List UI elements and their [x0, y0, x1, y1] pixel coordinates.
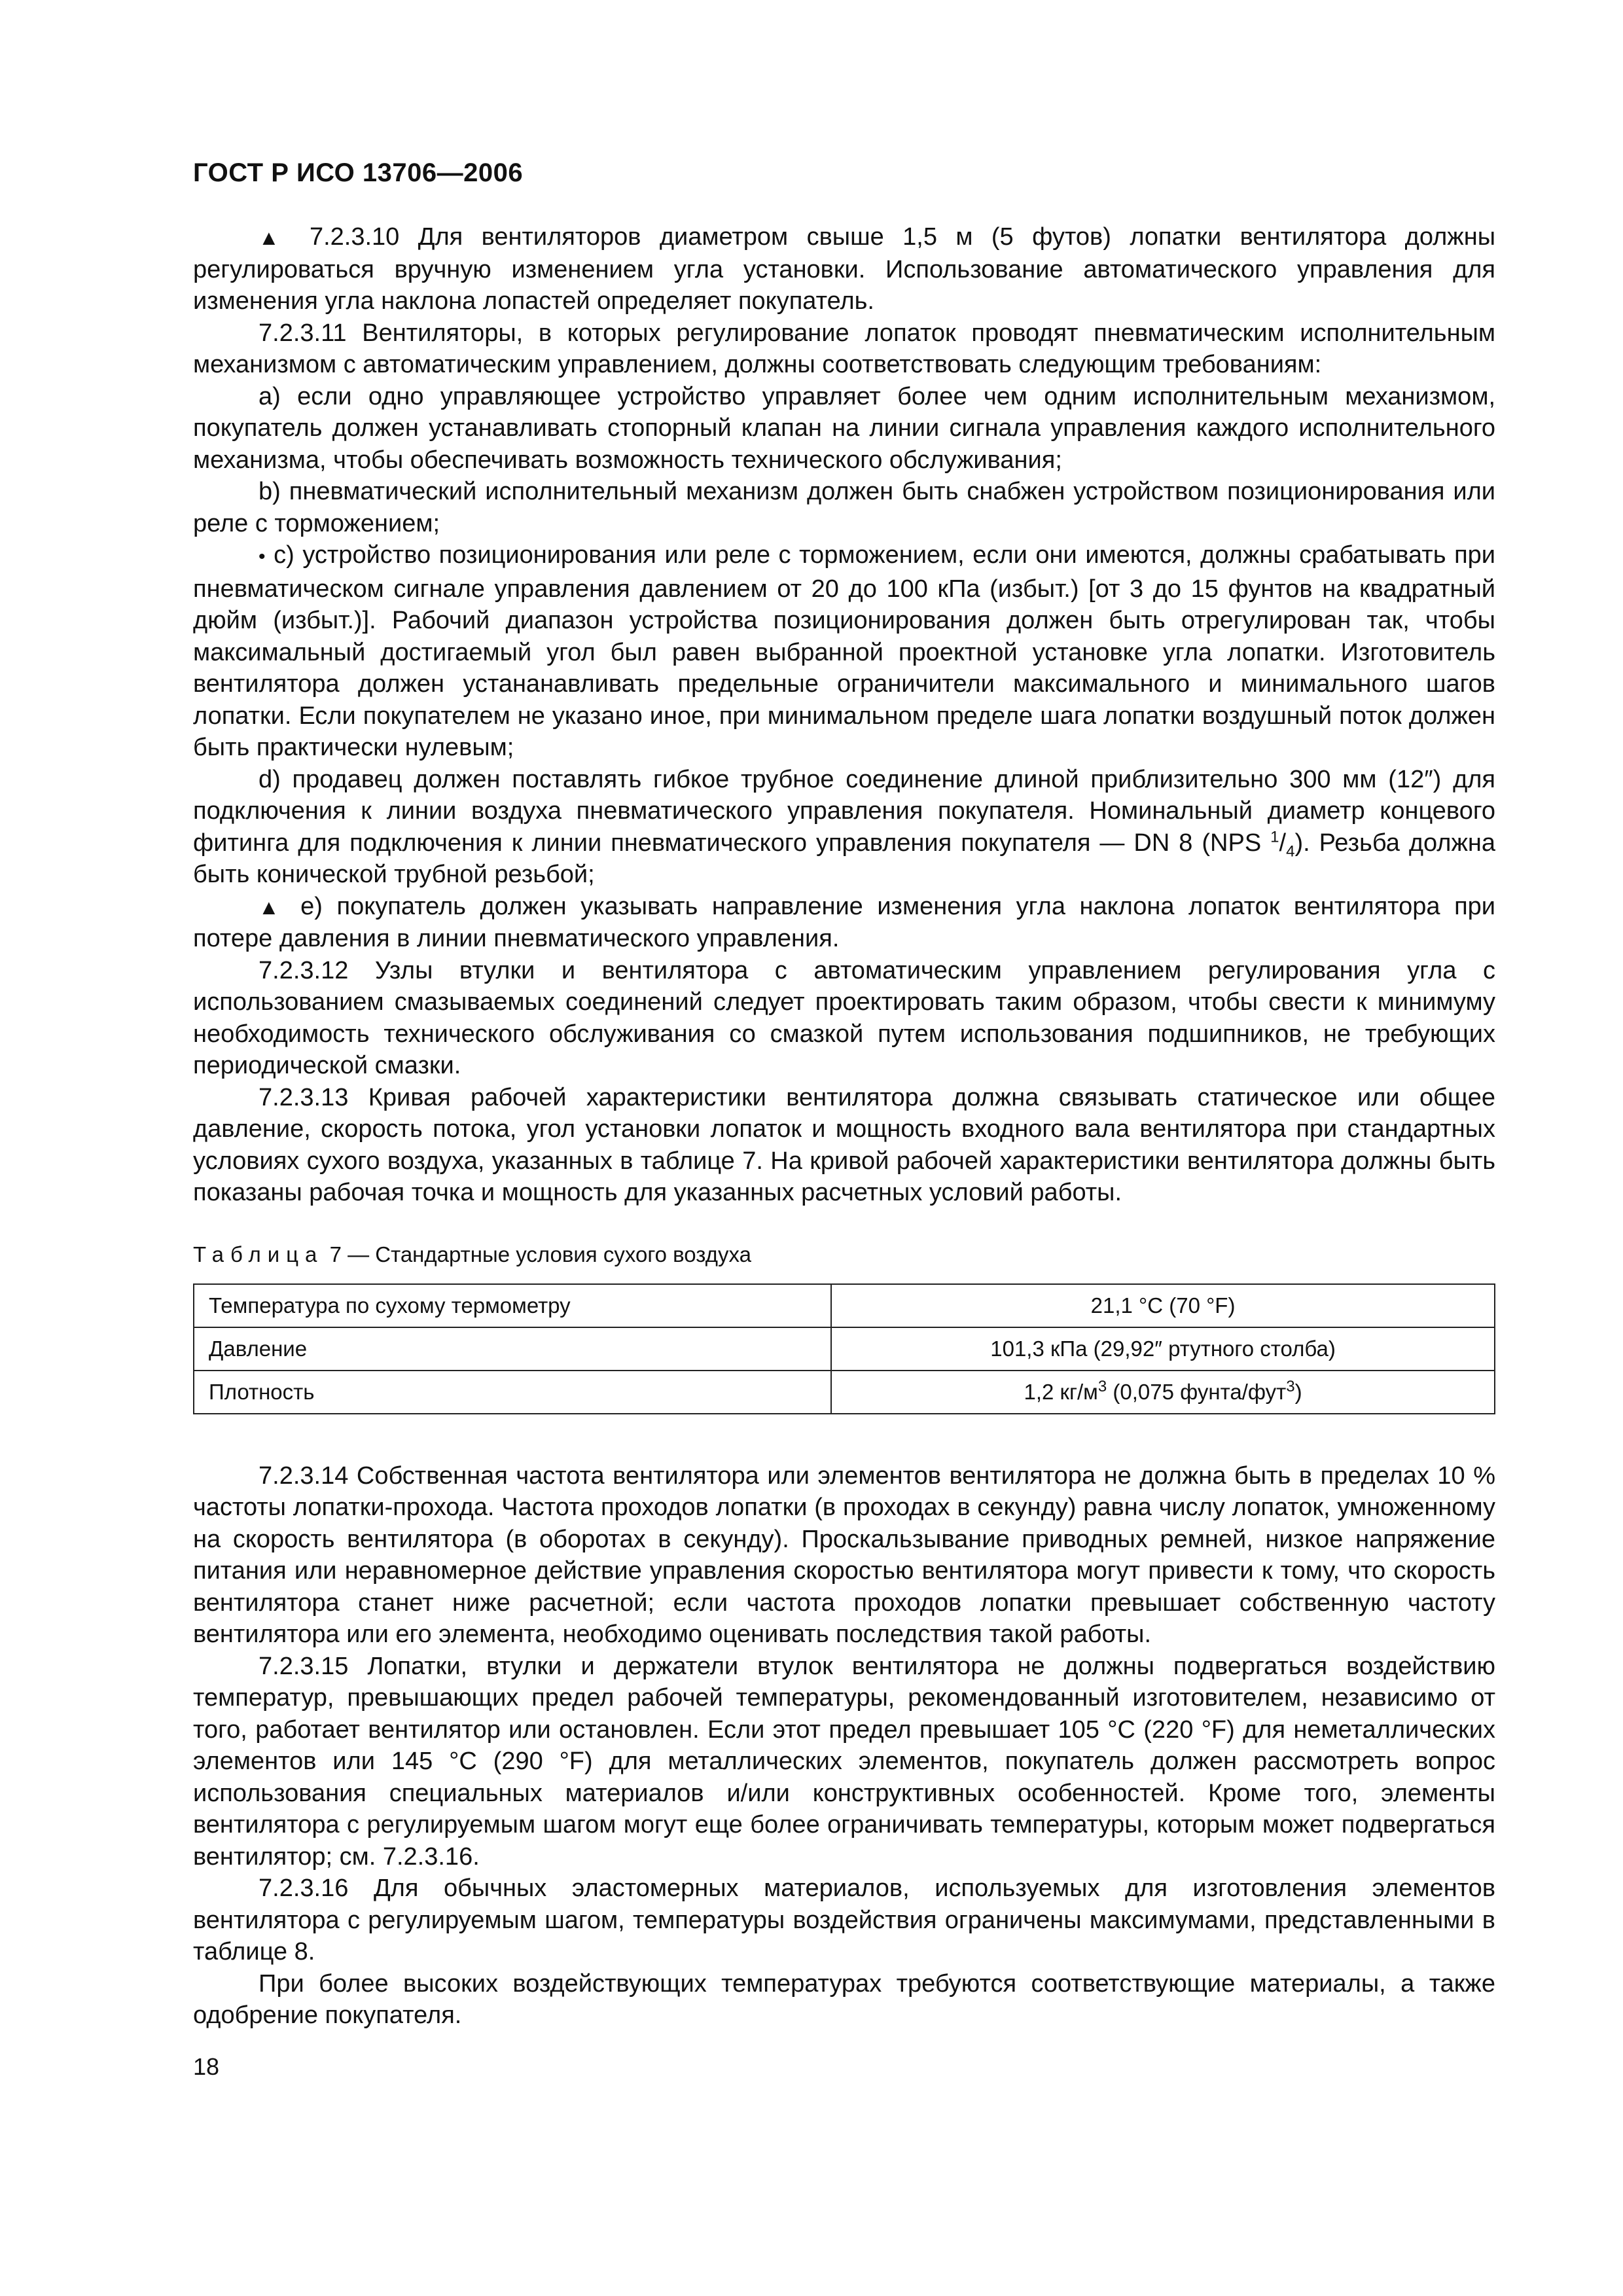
clause-number: 7.2.3.11	[259, 319, 347, 347]
table-row	[194, 1327, 1495, 1371]
bullet-icon: •	[259, 546, 266, 567]
document-body-continued	[193, 1460, 1495, 2032]
list-item-text-end: ). Резьба должна быть конической трубной резьбой;	[193, 829, 1496, 888]
list-item-e	[193, 891, 1495, 955]
document-header: ГОСТ Р ИСО 13706—2006	[193, 158, 524, 187]
fraction-denominator: 4	[1286, 842, 1295, 861]
table-cell-value	[831, 1371, 1495, 1414]
clause-number: 7.2.3.14	[259, 1462, 349, 1490]
table-7	[193, 1283, 1495, 1414]
table-cell-param: Давление	[194, 1327, 831, 1371]
value-part: )	[1294, 1379, 1302, 1404]
clause-7-2-3-10	[193, 221, 1495, 317]
table-row	[194, 1371, 1495, 1414]
list-item-b	[193, 476, 1495, 539]
fraction-slash: /	[1279, 829, 1287, 857]
table-cell-value: 101,3 кПа (29,92″ ртутного столба)	[831, 1327, 1495, 1371]
superscript: 3	[1286, 1377, 1295, 1395]
value-part: 1,2 кг/м	[1024, 1379, 1098, 1404]
clause-text: Для вентиляторов диаметром свыше 1,5 м (5 футов) лопатки вентилятора должны регулироваться вручную изменением угла установки. Использование автоматического управления для изменения угла наклона лопастей определяет покупатель.	[193, 223, 1496, 315]
triangle-icon: ▲	[259, 895, 287, 919]
list-item-label: d)	[259, 765, 281, 793]
document-body	[193, 221, 1495, 1209]
value-part: (0,075 фунта/фут	[1107, 1379, 1287, 1404]
clause-7-2-3-15	[193, 1651, 1495, 1873]
table-7-caption	[193, 1240, 1495, 1269]
triangle-icon: ▲	[259, 226, 291, 249]
paragraph-high-temperature	[193, 1968, 1495, 2032]
page-number: 18	[193, 2053, 220, 2080]
list-item-d	[193, 764, 1495, 891]
clause-text: Лопатки, втулки и держатели втулок вентилятора не должны подвергаться воздействию температур, превышающих предел рабочей температуры, рекомендованный изготовителем, независимо от того, работает вентилятор или остановлен. Если этот предел превышает 105 °С (220 °F) для неметаллических элементов или 145 °С (290 °F) для металлических элементов, покупатель должен рассмотреть вопрос использования специальных материалов и/или конструктивных особенностей. Кроме того, элементы вентилятора с регулируемым шагом могут еще более ограничивать температуры, которым может подвергаться вентилятор; см. 7.2.3.16.	[193, 1652, 1495, 1871]
table-caption-text: 7 — Стандартные условия сухого воздуха	[329, 1242, 751, 1266]
clause-number: 7.2.3.10	[309, 223, 400, 251]
clause-text: Вентиляторы, в которых регулирование лопаток проводят пневматическим исполнительным механизмом с автоматическим управлением, должны соответствовать следующим требованиям:	[193, 319, 1496, 378]
list-item-label: e)	[300, 892, 323, 920]
superscript: 3	[1097, 1377, 1107, 1395]
list-item-c	[193, 539, 1495, 764]
clause-text: Собственная частота вентилятора или элементов вентилятора не должна быть в пределах 10 % частоты лопатки-прохода. Частота проходов лопатки (в проходах в секунду) равна числу лопаток, умноженному на скорость вентилятора (в оборотах в секунду). Проскальзывание приводных ремней, низкое напряжение питания или неравномерное действие управления скоростью вентилятора могут привести к тому, что скорость вентилятора станет ниже расчетной; если частота проходов лопатки превышает собственную частоту вентилятора или его элемента, необходимо оценивать последствия такой работы.	[193, 1462, 1496, 1648]
table-cell-value: 21,1 °С (70 °F)	[831, 1284, 1495, 1327]
list-item-text: пневматический исполнительный механизм должен быть снабжен устройством позиционирования или реле с торможением;	[193, 478, 1495, 537]
table-cell-param: Плотность	[194, 1371, 831, 1414]
table-cell-param: Температура по сухому термометру	[194, 1284, 831, 1327]
table-caption-label: Таблица	[193, 1242, 324, 1266]
clause-number: 7.2.3.16	[259, 1874, 349, 1902]
list-item-text: продавец должен поставлять гибкое трубное соединение длиной приблизительно 300 мм (12″) для подключения к линии воздуха пневматического управления покупателя. Номинальный диаметр концевого фитинга для подключения к линии пневматического управления покупателя — DN 8 (NPS	[193, 765, 1495, 857]
list-item-text: устройство позиционирования или реле с торможением, если они имеются, должны срабатывать при пневматическом сигнале управления давлением от 20 до 100 кПа (избыт.) [от 3 до 15 фунтов на квадратный дюйм (избыт.)]. Рабочий диапазон устройства позиционирования должен быть отрегулирован так, чтобы максимальный достигаемый угол был равен выбранной проектной установке угла лопатки. Изготовитель вентилятора должен устананавливать предельные ограничители максимального и минимального шагов лопатки. Если покупателем не указано иное, при минимальном пределе шага лопатки воздушный поток должен быть практически нулевым;	[193, 541, 1496, 761]
clause-number: 7.2.3.12	[259, 956, 349, 984]
clause-number: 7.2.3.15	[259, 1652, 349, 1680]
list-item-label: a)	[259, 382, 281, 410]
clause-7-2-3-14	[193, 1460, 1495, 1651]
fraction-numerator: 1	[1270, 827, 1279, 846]
document-page	[193, 157, 1495, 2081]
clause-text: Кривая рабочей характеристики вентилятора должна связывать статическое или общее давление, скорость потока, угол установки лопаток и мощность входного вала вентилятора при стандартных условиях сухого воздуха, указанных в таблице 7. На кривой рабочей характеристики вентилятора должны быть показаны рабочая точка и мощность для указанных расчетных условий работы.	[193, 1083, 1495, 1206]
list-item-text: покупатель должен указывать направление изменения угла наклона лопаток вентилятора при потере давления в линии пневматического управления.	[193, 892, 1496, 952]
clause-7-2-3-16	[193, 1873, 1495, 1968]
list-item-label: c)	[274, 541, 294, 569]
list-item-label: b)	[259, 478, 281, 505]
clause-number: 7.2.3.13	[259, 1083, 349, 1111]
clause-7-2-3-12	[193, 955, 1495, 1082]
list-item-text: если одно управляющее устройство управляет более чем одним исполнительным механизмом, покупатель должен устанавливать стопорный клапан на линии сигнала управления каждого исполнительного механизма, чтобы обеспечивать возможность технического обслуживания;	[193, 382, 1495, 474]
clause-7-2-3-13	[193, 1082, 1495, 1209]
table-row	[194, 1284, 1495, 1327]
clause-text: Для обычных эластомерных материалов, используемых для изготовления элементов вентилятора с регулируемым шагом, температуры воздействия ограничены максимумами, представленными в таблице 8.	[193, 1874, 1496, 1965]
clause-text: Узлы втулки и вентилятора с автоматическим управлением регулирования угла с использованием смазываемых соединений следует проектировать таким образом, чтобы свести к минимуму необходимость технического обслуживания со смазкой путем использования подшипников, не требующих периодической смазки.	[193, 956, 1495, 1079]
clause-7-2-3-11	[193, 317, 1495, 381]
paragraph-text: При более высоких воздействующих температурах требуются соответствующие материалы, а также одобрение покупателя.	[193, 1969, 1495, 2029]
list-item-a	[193, 381, 1495, 476]
